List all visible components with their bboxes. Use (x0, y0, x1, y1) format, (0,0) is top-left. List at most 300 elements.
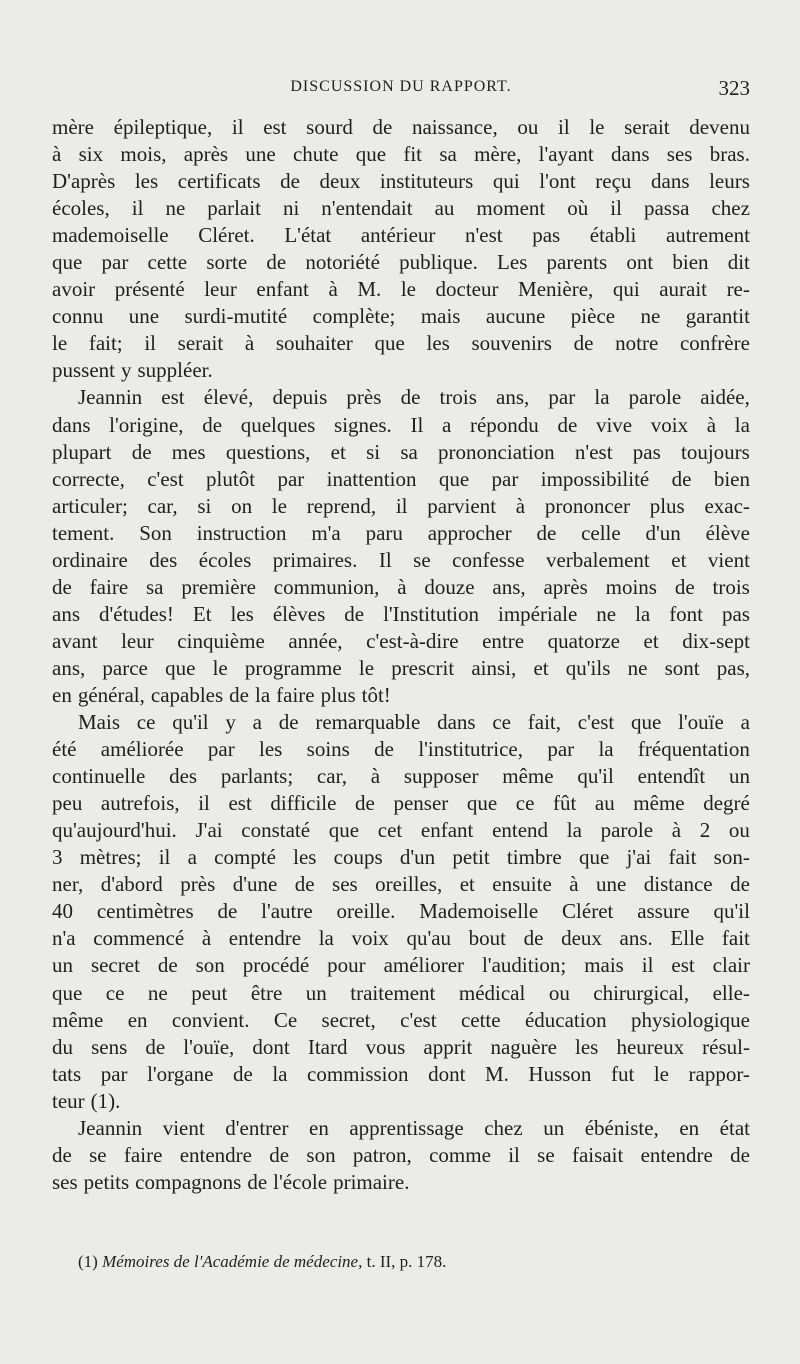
word: D'après (52, 169, 116, 194)
word: vient (707, 547, 750, 572)
word: de (157, 953, 178, 978)
footnote-marker: (1) (78, 1252, 98, 1271)
word: voix (351, 926, 389, 951)
word: constaté (241, 818, 311, 843)
word: m'a (311, 520, 341, 545)
word: a (187, 845, 197, 870)
text-line (52, 709, 750, 736)
word: Il (410, 412, 424, 437)
word: on (231, 493, 253, 518)
word: l'Institution (383, 601, 480, 626)
word: moment (476, 196, 546, 221)
word: timbre (506, 845, 562, 870)
word: tats (52, 1061, 82, 1086)
word: mère, (474, 142, 522, 167)
word: qu'il (172, 710, 209, 735)
word: éducation (524, 1007, 607, 1032)
text-line (52, 817, 750, 844)
word: Les (497, 250, 528, 275)
word: de (278, 710, 299, 735)
word: que (438, 466, 470, 491)
word: fait (721, 926, 750, 951)
word: degré (703, 791, 750, 816)
word: les (293, 845, 317, 870)
word: penser (393, 791, 449, 816)
word: d'études! (98, 601, 174, 626)
word: et (330, 439, 346, 464)
word: au (594, 791, 615, 816)
word: parvient (427, 493, 497, 518)
word: de (674, 574, 695, 599)
word: de (671, 466, 692, 491)
word: difficile (270, 791, 337, 816)
word: pas (632, 439, 661, 464)
word: de (400, 385, 421, 410)
word: Mademoiselle (419, 899, 539, 924)
word: l'ayant (538, 142, 594, 167)
word: compagnons (135, 1169, 242, 1194)
word: traitement (350, 980, 436, 1005)
word: naissance, (411, 115, 498, 139)
word: au (434, 196, 455, 221)
word: les (426, 331, 450, 356)
word: 40 (52, 899, 73, 924)
word: rappor- (688, 1061, 750, 1086)
word: n'est (574, 439, 613, 464)
word: il (158, 845, 171, 870)
text-line (52, 547, 750, 574)
word: quatorze (547, 628, 620, 653)
word: il (198, 791, 210, 816)
word: ne (640, 304, 661, 329)
word: enfant (256, 277, 309, 302)
word: il (558, 115, 570, 139)
word: d'entrer (225, 1115, 289, 1140)
body-text (52, 114, 750, 1196)
word: pour (327, 953, 366, 978)
word: de (202, 412, 223, 437)
word: sa (400, 439, 418, 464)
word: après (183, 142, 229, 167)
word: de (557, 412, 578, 437)
word: se (413, 547, 431, 572)
text-line (52, 1169, 750, 1196)
word: leur (204, 277, 237, 302)
word: cette (147, 250, 188, 275)
word: teur (52, 1088, 85, 1113)
word: trois (439, 385, 477, 410)
word: autrement (665, 223, 750, 248)
text-line (52, 439, 750, 466)
word: entend (492, 818, 549, 843)
word: articuler; (52, 493, 128, 518)
word: bien (713, 466, 750, 491)
word: dans (52, 412, 91, 437)
word: cinquième (177, 628, 265, 653)
word: épileptique, (113, 115, 213, 139)
word: mètres; (79, 845, 142, 870)
word: par (207, 737, 235, 762)
text-line (52, 249, 750, 276)
word: leurs (709, 169, 750, 194)
word: programme (244, 655, 342, 680)
word: à (706, 412, 717, 437)
word: élevé, (203, 385, 254, 410)
word: première (181, 574, 256, 599)
word: de (52, 574, 72, 599)
word: Menière, (518, 277, 594, 302)
word: soins (306, 737, 350, 762)
word: à (328, 277, 338, 302)
word: il (131, 196, 144, 221)
word: prononciation (438, 439, 555, 464)
word: c'est (577, 710, 615, 735)
word: entendre (228, 926, 302, 951)
text-line (52, 1115, 750, 1142)
word: ordinaire (52, 547, 128, 572)
text-line (52, 276, 750, 303)
word: ce (105, 980, 125, 1005)
word: mais (420, 304, 461, 329)
word: année, (288, 628, 343, 653)
word: a (252, 710, 262, 735)
word: faire (276, 682, 315, 707)
word: qui (492, 169, 520, 194)
word: exac- (704, 493, 750, 518)
word: sorte (206, 250, 248, 275)
word: peut (191, 980, 228, 1005)
word: coups (333, 845, 383, 870)
word: entendre (640, 1142, 713, 1167)
word: entendre (179, 1142, 252, 1167)
word: être (250, 980, 283, 1005)
word: même (52, 1007, 104, 1032)
word: est (263, 115, 287, 139)
text-line (52, 601, 750, 628)
word: Ce (273, 1007, 298, 1032)
word: bien (672, 250, 709, 275)
text-line (52, 763, 750, 790)
word: de (131, 439, 152, 464)
word: assure (637, 899, 690, 924)
word: dont (252, 1034, 290, 1059)
word: cet (377, 818, 403, 843)
word: la (594, 385, 610, 410)
word: pussent (52, 358, 115, 383)
word: élèves (272, 601, 326, 626)
word: avoir (52, 277, 96, 302)
word: c'est (147, 466, 184, 491)
word: écoles (198, 547, 252, 572)
word: l'autre (261, 899, 313, 924)
word: qu'aujourd'hui. (52, 818, 177, 843)
text-line (52, 736, 750, 763)
word: d'un (645, 520, 681, 545)
word: vive (595, 412, 633, 437)
word: car, (316, 764, 347, 789)
word: chirurgical, (593, 980, 690, 1005)
word: l'audition; (481, 953, 567, 978)
word: enfant (420, 818, 474, 843)
text-line (52, 1007, 750, 1034)
word: pas, (716, 655, 750, 680)
word: un (728, 764, 750, 789)
word: voix (650, 412, 689, 437)
word: résul- (702, 1034, 750, 1059)
word: faire (123, 1142, 163, 1167)
word: que (374, 331, 405, 356)
word: convient. (171, 1007, 250, 1032)
word: après (543, 574, 588, 599)
word: que (355, 142, 387, 167)
word: primaire. (333, 1169, 410, 1194)
word: la (318, 926, 334, 951)
word: garantit (685, 304, 750, 329)
word: passa (643, 196, 690, 221)
word: qu'il (713, 899, 750, 924)
word: cette (460, 1007, 501, 1032)
word: Jeannin (78, 385, 143, 410)
footnote-citation: Mémoires de l'Académie de médecine, (102, 1252, 363, 1271)
word: il (508, 1142, 520, 1167)
word: vous (365, 1034, 406, 1059)
word: son- (713, 845, 750, 870)
word: Elle (670, 926, 705, 951)
word: que (630, 710, 662, 735)
word: le (271, 493, 287, 518)
word: de (536, 520, 557, 545)
word: ans, (492, 574, 526, 599)
word: de (229, 682, 249, 707)
word: à (201, 926, 212, 951)
word: remarquable (315, 710, 421, 735)
word: que (578, 845, 610, 870)
text-line (52, 980, 750, 1007)
text-line (52, 493, 750, 520)
word: plus (320, 682, 356, 707)
word: l'organe (147, 1061, 214, 1086)
word: ne (147, 980, 168, 1005)
word: des (149, 547, 178, 572)
word: impossibilité (540, 466, 650, 491)
word: qui (612, 277, 640, 302)
word: aurait (659, 277, 708, 302)
word: de (247, 1169, 268, 1194)
word: et (459, 872, 475, 897)
word: le (52, 331, 68, 356)
word: que (52, 250, 83, 275)
word: compté (214, 845, 276, 870)
word: par (100, 1061, 128, 1086)
word: et (533, 655, 549, 680)
word: par (547, 737, 575, 762)
word: Mais (78, 710, 120, 735)
word: dit (727, 250, 750, 275)
word: la (272, 1061, 288, 1086)
text-line (52, 330, 750, 357)
word: mademoiselle (52, 223, 169, 248)
word: qu'il (577, 764, 614, 789)
word: y (121, 358, 132, 383)
word: ner, (52, 872, 84, 897)
word: primaires. (272, 547, 358, 572)
word: sa (439, 142, 457, 167)
word: d'un (399, 845, 436, 870)
word: physiologique (630, 1007, 750, 1032)
word: a (740, 710, 750, 735)
word: docteur (435, 277, 499, 302)
word: re- (726, 277, 750, 302)
word: celle (581, 520, 621, 545)
word: Itard (307, 1034, 348, 1059)
word: ans, (52, 655, 86, 680)
word: même (633, 791, 685, 816)
word: ont (626, 250, 654, 275)
word: par (101, 250, 129, 275)
word: de (294, 872, 315, 897)
word: il (231, 115, 244, 139)
text-line (52, 222, 750, 249)
word: de (355, 791, 375, 816)
text-line (52, 168, 750, 195)
word: trois (712, 574, 750, 599)
word: petits (83, 1169, 130, 1194)
word: établi (589, 223, 637, 248)
footnote-reference: t. II, p. 178. (366, 1252, 447, 1271)
word: parlait (207, 196, 261, 221)
word: plutôt (206, 466, 256, 491)
word: fait, (527, 710, 561, 735)
word: publique. (399, 250, 478, 275)
word: communion, (273, 574, 380, 599)
word: où (567, 196, 589, 221)
word: de (269, 1142, 290, 1167)
word: ni (282, 196, 300, 221)
word: autrefois, (100, 791, 180, 816)
word: oreilles, (375, 872, 443, 897)
word: signes. (334, 412, 392, 437)
word: ou (517, 115, 539, 139)
word: (1). (90, 1088, 121, 1113)
word: améliorée (100, 737, 184, 762)
word: à (515, 493, 526, 518)
word: font (669, 601, 704, 626)
word: souhaiter (275, 331, 353, 356)
word: instruction (196, 520, 287, 545)
word: répondu (469, 412, 539, 437)
word: commission (307, 1061, 409, 1086)
word: fit (403, 142, 423, 167)
word: secret (90, 953, 140, 978)
word: de (730, 872, 750, 897)
word: à (671, 818, 682, 843)
word: correcte, (52, 466, 125, 491)
word: à (244, 331, 255, 356)
word: dont (428, 1061, 466, 1086)
word: mois, (120, 142, 167, 167)
word: en (127, 1007, 148, 1032)
word: l'institutrice, (418, 737, 523, 762)
text-line (52, 357, 750, 384)
word: l'école (273, 1169, 328, 1194)
word: naguère (490, 1034, 557, 1059)
word: faisait (571, 1142, 624, 1167)
word: il (641, 953, 654, 978)
word: souvenirs (471, 331, 552, 356)
page-number: 323 (718, 76, 750, 100)
word: ne (165, 196, 186, 221)
word: ce (515, 791, 535, 816)
text-line (52, 520, 750, 547)
word: parlants; (220, 764, 294, 789)
word: par (491, 466, 519, 491)
word: dix-sept (682, 628, 750, 653)
word: surdi-mutité (184, 304, 288, 329)
word: et (643, 628, 659, 653)
text-line (52, 682, 750, 709)
word: aidée, (700, 385, 750, 410)
word: J'ai (195, 818, 223, 843)
word: d'abord (100, 872, 163, 897)
word: pièce (570, 304, 616, 329)
word: ne (596, 601, 617, 626)
word: aucune (485, 304, 546, 329)
word: de (52, 1142, 72, 1167)
word: il (144, 331, 156, 356)
word: ce (492, 710, 511, 735)
word: distance (643, 872, 713, 897)
word: Cléret (562, 899, 614, 924)
word: l'ouïe (678, 710, 724, 735)
word: présenté (114, 277, 185, 302)
word: reprend, (306, 493, 377, 518)
word: chez (484, 1115, 523, 1140)
word: n'entendait (321, 196, 413, 221)
word: reçu (595, 169, 632, 194)
word: L'état (284, 223, 332, 248)
word: de (266, 250, 287, 275)
word: dans (611, 142, 650, 167)
word: ses (52, 1169, 78, 1194)
word: deux (319, 169, 361, 194)
word: centimètres (96, 899, 194, 924)
word: un (52, 953, 73, 978)
word: plus (649, 493, 685, 518)
word: ou (548, 980, 570, 1005)
word: et (671, 547, 687, 572)
word: Et (192, 601, 212, 626)
word: elle- (712, 980, 750, 1005)
word: depuis (272, 385, 328, 410)
word: M. (484, 1061, 509, 1086)
word: mais (584, 953, 624, 978)
word: l'ouïe, (183, 1034, 235, 1059)
word: 3 (52, 845, 63, 870)
word: ses (666, 142, 693, 167)
word: en (679, 1115, 700, 1140)
word: heureux (616, 1034, 685, 1059)
word: de (145, 1034, 166, 1059)
word: l'origine, (109, 412, 184, 437)
word: quelques (240, 412, 316, 437)
word: chez (711, 196, 750, 221)
word: ne (627, 655, 648, 680)
text-line (52, 871, 750, 898)
word: qu'ils (565, 655, 611, 680)
text-line (52, 1034, 750, 1061)
text-line (52, 141, 750, 168)
word: que (165, 655, 196, 680)
